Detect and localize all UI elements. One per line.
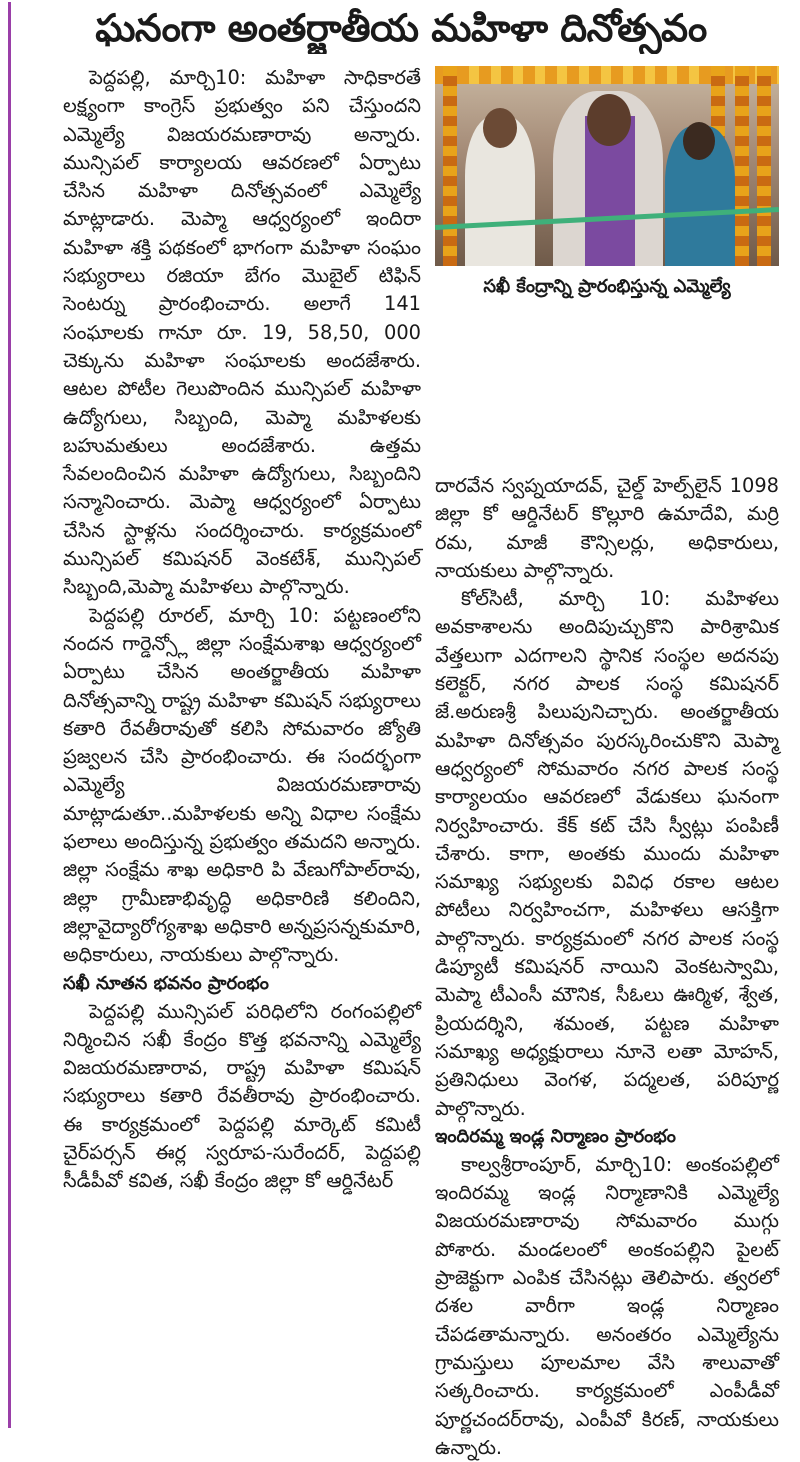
photo-image xyxy=(435,66,779,266)
subheading: సఖీ నూతన భవనం ప్రారంభం xyxy=(63,972,269,994)
news-clipping xyxy=(8,2,791,1459)
article-paragraph: పెద్దపల్లి, మార్చి10: మహిళా సాధికారతే లక్ష్యంగా కాంగ్రెస్ ప్రభుత్వం పని చేస్తుందని ఎమ్మెల్యే విజయరమణారావు అన్నారు. మున్సిపల్ కార్యాలయ ఆవరణలో ఏర్పాటు చేసిన మహిళా దినోత్సవంలో ఎమ్మెల్యే మాట్లాడారు. మెప్మా ఆధ్వర్యంలో ఇందిరా మహిళా శక్తి పథకంలో భాగంగా మహిళా సంఘం సభ్యురాలు రజియా బేగం మొబైల్ టిఫిన్ సెంటర్ను ప్రారంభించారు. అలాగే 141 సంఘాలకు గానూ రూ. 19, 58,50, 000 చెక్కును మహిళా సంఘాలకు అందజేశారు. ఆటల పోటీల గెలుపొందిన మున్సిపల్ మహిళా ఉద్యోగులు, సిబ్బంది, మెప్మా మహిళలకు బహుమతులు అందజేశారు. ఉత్తమ సేవలందించిన మహిళా ఉద్యోగులు, సిబ్బందిని సన్మానించారు. మెప్మా ఆధ్వర్యంలో ఏర్పాటు చేసిన స్టాళ్లను సందర్శించారు. కార్యక్రమంలో మున్సిపల్ కమిషనర్ వెంకటేశ్, మున్సిపల్ సిబ్బంది,మెప్మా మహిళలు పాల్గొన్నారు. xyxy=(63,66,421,599)
photo-caption: సఖీ కేంద్రాన్ని ప్రారంభిస్తున్న ఎమ్మెల్యే xyxy=(483,276,731,297)
article-paragraph: దారవేన స్వప్నయాదవ్, చైల్డ్ హెల్ప్‌లైన్ 1098 జిల్లా కో ఆర్డినేటర్ కొల్లూరి ఉమాదేవి, మర్రి రమ, మాజీ కౌన్సిలర్లు, అధికారులు, నాయకులు పాల్గొన్నారు. xyxy=(435,474,779,582)
headline: ఘనంగా అంతర్జాతీయ మహిళా దినోత్సవం xyxy=(95,6,707,50)
article-paragraph: పెద్దపల్లి మున్సిపల్ పరిధిలోని రంగంపల్లిలో నిర్మించిన సఖీ కేంద్రం కొత్త భవనాన్ని ఎమ్మెల్యే విజయరమణారావ, రాష్ట్ర మహిళా కమిషన్ సభ్యురాలు కతారి రేవతీరావు ప్రారంభించారు. ఈ కార్యక్రమంలో పెద్దపల్లి మార్కెట్ కమిటీ చైర్‌పర్సన్ ఈర్ల స్వరూప-సురేందర్, పెద్దపల్లి సీడీపీవో కవిత, సఖీ కేంద్రం జిల్లా కో ఆర్డినేటర్ xyxy=(63,999,421,1193)
left-column xyxy=(63,64,421,1196)
article-paragraph: పెద్దపల్లి రూరల్, మార్చి 10: పట్టణంలోని నందన గార్డెన్స్లో జిల్లా సంక్షేమశాఖ ఆధ్వర్యంలో ఏర్పాటు చేసిన అంతర్జాతీయ మహిళా దినోత్సవాన్ని రాష్ట్ర మహిళా కమిషన్ సభ్యురాలు కతారి రేవతీరావుతో కలిసి సోమవారం జ్యోతి ప్రజ్వలన చేసి ప్రారంభించారు. ఈ సందర్భంగా ఎమ్మెల్యే విజయరమణారావు మాట్లాడుతూ..మహిళలకు అన్ని విధాల సంక్షేమ ఫలాలు అందిస్తున్న ప్రభుత్వం తమదని అన్నారు. జిల్లా సంక్షేమ శాఖ అధికారి పి వేణుగోపాల్‌రావు, జిల్లా గ్రామీణాభివృద్ధి అధికారిణి కలిందిని, జిల్లావైద్యారోగ్యశాఖ అధికారి అన్నప్రసన్నకుమారి, అధికారులు, నాయకులు పాల్గొన్నారు. xyxy=(63,603,421,967)
article-paragraph: కాల్వశ్రీరాంపూర్, మార్చి10: అంకంపల్లిలో ఇందిరమ్మ ఇండ్ల నిర్మాణానికి ఎమ్మెల్యే విజయరమణారావు సోమవారం ముగ్గు పోశారు. మండలంలో అంకంపల్లిని పైలట్ ప్రాజెక్టుగా ఎంపిక చేసినట్లు తెలిపారు. త్వరలో దశల వారీగా ఇండ్ల నిర్మాణం చేపడతామన్నారు. అనంతరం ఎమ్మెల్యేను గ్రామస్తులు పూలమాల వేసి శాలువాతో సత్కరించారు. కార్యక్రమంలో ఎంపీడీవో పూర్ణచందర్‌రావు, ఎంపీవో కిరణ్, నాయకులు ఉన్నారు. xyxy=(435,1152,779,1459)
news-photo xyxy=(435,66,779,306)
article-paragraph: కోల్‌సిటీ, మార్చి 10: మహిళలు అవకాశాలను అందిపుచ్చుకొని పారిశ్రామిక వేత్తలుగా ఎదగాలని స్థానిక సంస్థల అదనపు కలెక్టర్, నగర పాలక సంస్థ కమిషనర్ జే.అరుణశ్రీ పిలుపునిచ్చారు. అంతర్జాతీయ మహిళా దినోత్సవం పురస్కరించుకొని మెప్మా ఆధ్వర్యంలో సోమవారం నగర పాలక సంస్థ కార్యాలయం ఆవరణలో వేడుకలు ఘనంగా నిర్వహించారు. కేక్ కట్ చేసి స్వీట్లు పంపిణీ చేశారు. కాగా, అంతకు ముందు మహిళా సమాఖ్య సభ్యులకు వివిధ రకాల ఆటల పోటీలు నిర్వహించగా, మహిళలు ఆసక్తిగా పాల్గొన్నారు. కార్యక్రమంలో నగర పాలక సంస్థ డిప్యూటీ కమిషనర్ నాయిని వెంకటస్వామి, మెప్మా టీఎంసీ మౌనిక, సీఓలు ఊర్మిళ, శ్వేత, ప్రియదర్శిని, శమంత, పట్టణ మహిళా సమాఖ్య అధ్యక్షురాలు నూనె లతా మోహన్, ప్రతినిధులు వెంగళ, పద్మలత, పరిపూర్ణ పాల్గొన్నారు. xyxy=(435,587,779,1120)
right-column xyxy=(435,472,779,1462)
subheading: ఇందిరమ్మ ఇండ్ల నిర్మాణం ప్రారంభం xyxy=(435,1125,676,1147)
